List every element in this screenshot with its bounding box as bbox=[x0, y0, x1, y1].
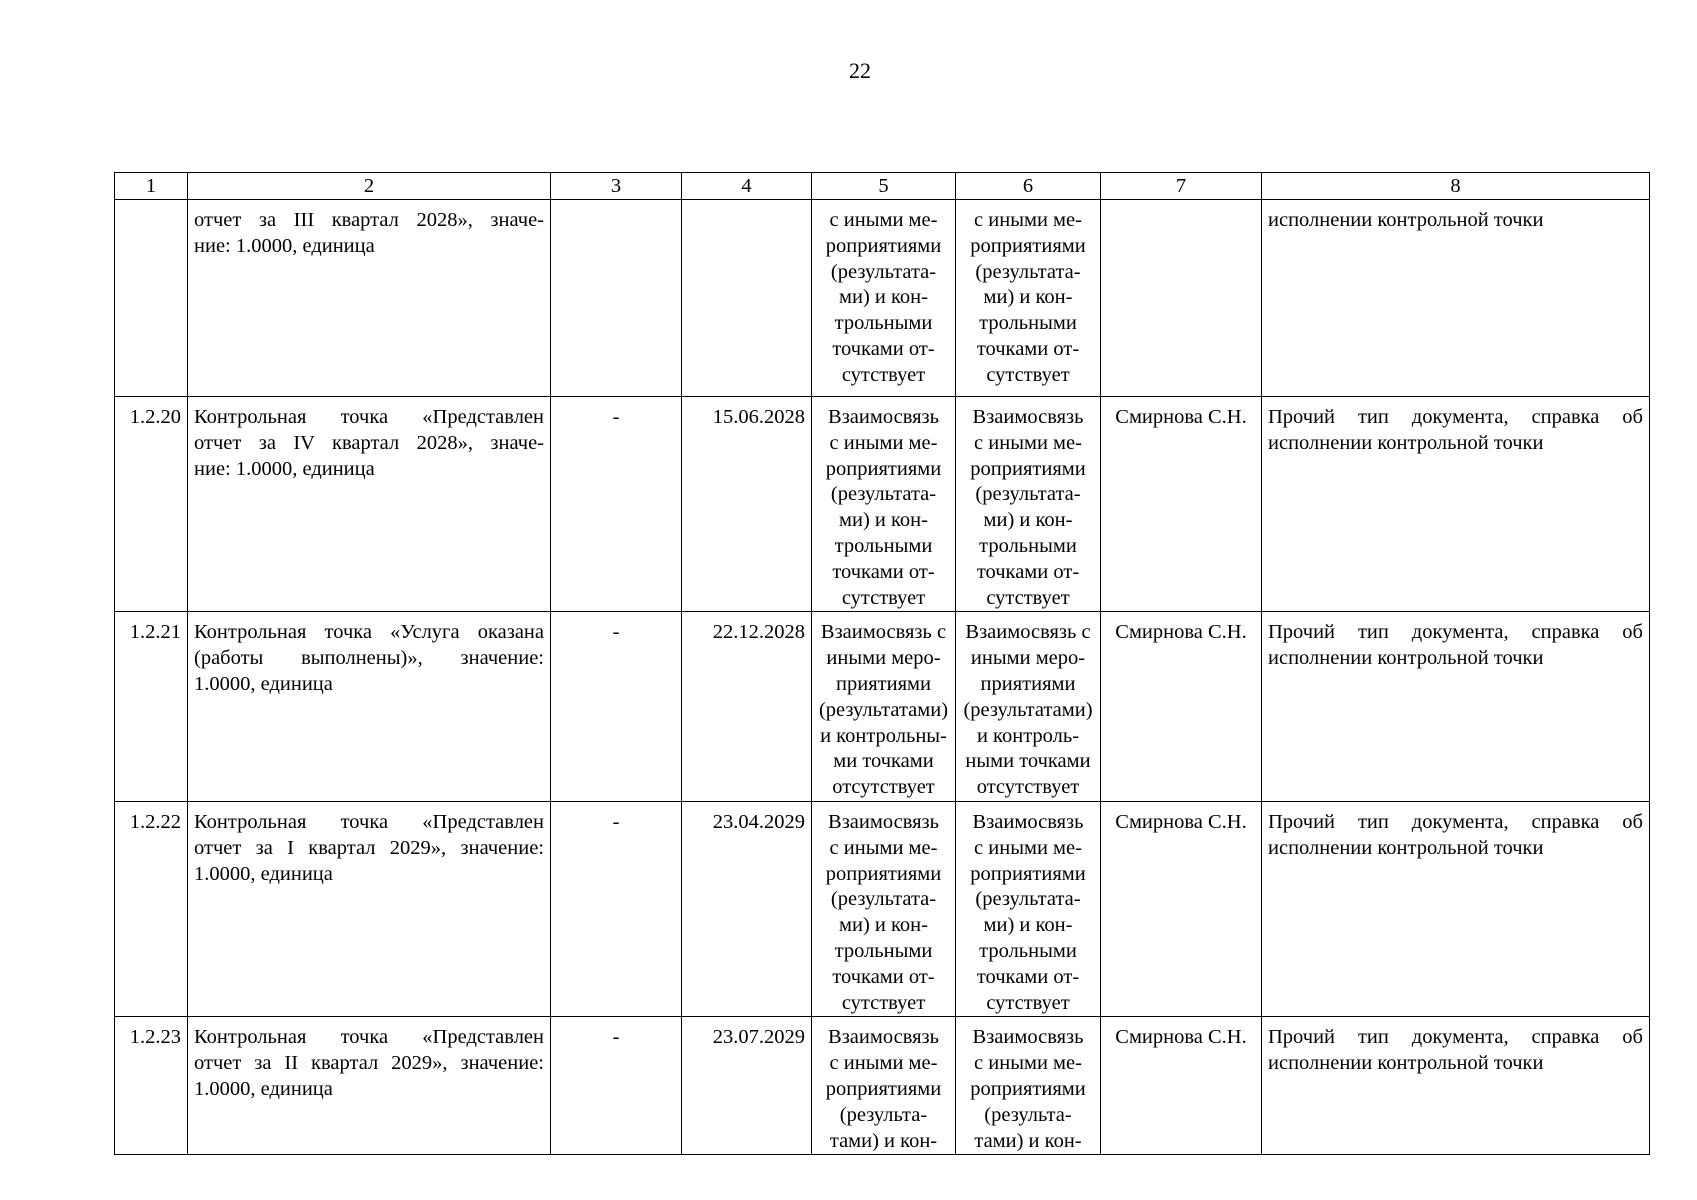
relationship-note-line: с иными ме- bbox=[829, 1052, 938, 1075]
measure-description-line: отчет за I квартал 2029», значение: bbox=[194, 836, 544, 859]
relationship-note-line: точками от- bbox=[832, 337, 935, 360]
relationship-note-line: (результата- bbox=[830, 483, 937, 506]
deadline-date: 15.06.2028 bbox=[682, 397, 812, 612]
row-number bbox=[115, 200, 188, 397]
relationship-note-line: с иными ме- bbox=[974, 1052, 1082, 1075]
header-cell: 8 bbox=[1262, 173, 1650, 200]
measure-description-line: ние: 1.0000, единица bbox=[194, 457, 375, 480]
document-type-line: Прочий тип документа, справка об bbox=[1268, 810, 1643, 833]
deadline-date bbox=[682, 200, 812, 397]
relationship-note bbox=[812, 612, 956, 802]
header-cell: 4 bbox=[682, 173, 812, 200]
column-3-value: - bbox=[551, 801, 682, 1016]
document-type bbox=[1262, 200, 1650, 397]
relationship-note bbox=[956, 397, 1101, 612]
relationship-note-line: точками от- bbox=[976, 560, 1080, 583]
relationship-note bbox=[812, 397, 956, 612]
page-number: 22 bbox=[849, 58, 871, 83]
column-3-value bbox=[551, 200, 682, 397]
relationship-note-line: отсутствует bbox=[832, 776, 935, 799]
relationship-note-line: роприятиями bbox=[825, 1077, 942, 1100]
header-cell: 3 bbox=[551, 173, 682, 200]
relationship-note-line: ми) и кон- bbox=[839, 509, 928, 532]
relationship-note bbox=[956, 200, 1101, 397]
relationship-note-line: трольными bbox=[834, 939, 933, 962]
relationship-note-line: с иными ме- bbox=[974, 836, 1082, 859]
relationship-note-line: ми) и кон- bbox=[983, 509, 1073, 532]
table-header-row bbox=[115, 173, 1650, 200]
relationship-note-line: (результа- bbox=[984, 1103, 1072, 1126]
document-type-line: исполнении контрольной точки bbox=[1268, 647, 1544, 670]
measure-description-line: 1.0000, единица bbox=[194, 1077, 333, 1100]
deadline-date: 22.12.2028 bbox=[682, 612, 812, 802]
relationship-note-line: тами) и кон- bbox=[829, 1129, 938, 1152]
relationship-note-line: Взаимосвязь bbox=[972, 406, 1084, 428]
document-type bbox=[1262, 612, 1650, 802]
relationship-note-line: точками от- bbox=[976, 965, 1080, 988]
header-cell: 1 bbox=[115, 173, 188, 200]
relationship-note-line: (результата- bbox=[975, 483, 1081, 506]
relationship-note-line: роприятиями bbox=[970, 1077, 1086, 1100]
relationship-note-line: с иными ме- bbox=[974, 431, 1082, 454]
relationship-note-line: трольными bbox=[979, 312, 1077, 335]
relationship-note-line: Взаимосвязь bbox=[828, 406, 939, 428]
measure-description-line: Контрольная точка «Представлен bbox=[194, 810, 544, 833]
responsible-person: Смирнова С.Н. bbox=[1101, 1017, 1262, 1155]
relationship-note-line: трольными bbox=[979, 534, 1077, 557]
relationship-note-line: сутствует bbox=[841, 991, 926, 1014]
relationship-note-line: точками от- bbox=[832, 965, 935, 988]
relationship-note-line: ными точками bbox=[965, 750, 1091, 773]
column-3-value: - bbox=[551, 397, 682, 612]
responsible-person: Смирнова С.Н. bbox=[1101, 397, 1262, 612]
relationship-note-line: Взаимосвязь bbox=[972, 810, 1084, 833]
measure-description-line: 1.0000, единица bbox=[194, 862, 333, 885]
relationship-note-line: сутствует bbox=[986, 363, 1070, 386]
measure-description-line: отчет за III квартал 2028», значе- bbox=[194, 209, 544, 231]
relationship-note-line: роприятиями bbox=[825, 234, 942, 257]
measure-description-line: Контрольная точка «Представлен bbox=[194, 406, 544, 428]
document-type-line: исполнении контрольной точки bbox=[1268, 836, 1544, 859]
measure-description bbox=[188, 1017, 551, 1155]
relationship-note-line: Взаимосвязь bbox=[828, 810, 939, 833]
responsible-person: Смирнова С.Н. bbox=[1101, 801, 1262, 1016]
relationship-note-line: Взаимосвязь с bbox=[965, 621, 1091, 644]
relationship-note-line: (результата- bbox=[830, 260, 937, 283]
document-type-line: Прочий тип документа, справка об bbox=[1268, 406, 1643, 428]
measure-description-line: отчет за II квартал 2029», значение: bbox=[194, 1052, 544, 1075]
relationship-note-line: роприятиями bbox=[970, 457, 1086, 480]
relationship-note-line: роприятиями bbox=[970, 862, 1086, 885]
relationship-note-line: трольными bbox=[834, 534, 933, 557]
table-row bbox=[115, 397, 1650, 612]
relationship-note-line: трольными bbox=[979, 939, 1077, 962]
measure-description bbox=[188, 612, 551, 802]
deadline-date: 23.04.2029 bbox=[682, 801, 812, 1016]
measure-description-line: (работы выполнены)», значение: bbox=[194, 647, 544, 670]
document-type bbox=[1262, 397, 1650, 612]
relationship-note bbox=[956, 612, 1101, 802]
relationship-note-line: (результата- bbox=[830, 888, 937, 911]
row-number: 1.2.21 bbox=[115, 612, 188, 802]
relationship-note-line: иными меро- bbox=[970, 647, 1086, 670]
relationship-note-line: Взаимосвязь bbox=[972, 1026, 1084, 1049]
relationship-note-line: сутствует bbox=[841, 363, 926, 386]
table-row bbox=[115, 200, 1650, 397]
column-3-value: - bbox=[551, 1017, 682, 1155]
relationship-note-line: точками от- bbox=[976, 337, 1080, 360]
table-row bbox=[115, 801, 1650, 1016]
document-type-line: исполнении контрольной точки bbox=[1268, 1052, 1544, 1075]
header-cell: 2 bbox=[188, 173, 551, 200]
measure-description-line: 1.0000, единица bbox=[194, 672, 333, 695]
relationship-note-line: сутствует bbox=[986, 991, 1070, 1014]
row-number: 1.2.22 bbox=[115, 801, 188, 1016]
document-type-line: исполнении контрольной точки bbox=[1268, 209, 1544, 231]
relationship-note-line: и контроль- bbox=[976, 724, 1080, 747]
relationship-note-line: (результата- bbox=[975, 888, 1081, 911]
relationship-note-line: и контрольны- bbox=[820, 724, 947, 747]
measure-description-line: ние: 1.0000, единица bbox=[194, 234, 375, 257]
relationship-note-line: ми) и кон- bbox=[983, 914, 1073, 937]
document-type bbox=[1262, 1017, 1650, 1155]
relationship-note-line: трольными bbox=[834, 312, 933, 335]
relationship-note-line: с иными ме- bbox=[974, 209, 1082, 231]
relationship-note bbox=[812, 801, 956, 1016]
relationship-note-line: отсутствует bbox=[976, 776, 1080, 799]
relationship-note-line: ми) и кон- bbox=[983, 286, 1073, 309]
responsible-person: Смирнова С.Н. bbox=[1101, 612, 1262, 802]
relationship-note-line: Взаимосвязь bbox=[828, 1026, 939, 1049]
relationship-note-line: (результатами) bbox=[818, 698, 949, 721]
relationship-note bbox=[812, 200, 956, 397]
measure-description bbox=[188, 200, 551, 397]
measures-table bbox=[114, 172, 1650, 1155]
relationship-note-line: тами) и кон- bbox=[974, 1129, 1082, 1152]
relationship-note-line: роприятиями bbox=[825, 457, 942, 480]
relationship-note-line: приятиями bbox=[836, 672, 931, 695]
row-number: 1.2.23 bbox=[115, 1017, 188, 1155]
measure-description bbox=[188, 801, 551, 1016]
relationship-note-line: приятиями bbox=[980, 672, 1076, 695]
table-row bbox=[115, 612, 1650, 802]
header-cell: 7 bbox=[1101, 173, 1262, 200]
relationship-note-line: роприятиями bbox=[825, 862, 942, 885]
measure-description-line: Контрольная точка «Услуга оказана bbox=[194, 621, 544, 644]
relationship-note-line: точками от- bbox=[832, 560, 935, 583]
relationship-note bbox=[956, 1017, 1101, 1155]
relationship-note-line: (результа- bbox=[839, 1103, 928, 1126]
relationship-note bbox=[812, 1017, 956, 1155]
relationship-note-line: Взаимосвязь с bbox=[820, 621, 947, 644]
responsible-person bbox=[1101, 200, 1262, 397]
relationship-note-line: сутствует bbox=[986, 586, 1070, 609]
relationship-note-line: ми) и кон- bbox=[839, 914, 928, 937]
relationship-note-line: сутствует bbox=[841, 586, 926, 609]
document-type-line: Прочий тип документа, справка об bbox=[1268, 1026, 1643, 1049]
relationship-note-line: (результатами) bbox=[963, 698, 1093, 721]
document-type-line: Прочий тип документа, справка об bbox=[1268, 621, 1643, 644]
relationship-note-line: иными меро- bbox=[826, 647, 941, 670]
column-3-value: - bbox=[551, 612, 682, 802]
measure-description bbox=[188, 397, 551, 612]
relationship-note bbox=[956, 801, 1101, 1016]
relationship-note-line: с иными ме- bbox=[829, 209, 938, 231]
document-type bbox=[1262, 801, 1650, 1016]
deadline-date: 23.07.2029 bbox=[682, 1017, 812, 1155]
relationship-note-line: (результата- bbox=[975, 260, 1081, 283]
measure-description-line: Контрольная точка «Представлен bbox=[194, 1026, 544, 1049]
document-type-line: исполнении контрольной точки bbox=[1268, 431, 1544, 454]
table-row bbox=[115, 1017, 1650, 1155]
relationship-note-line: роприятиями bbox=[970, 234, 1086, 257]
row-number: 1.2.20 bbox=[115, 397, 188, 612]
relationship-note-line: ми точками bbox=[833, 750, 934, 773]
header-cell: 5 bbox=[812, 173, 956, 200]
measure-description-line: отчет за IV квартал 2028», значе- bbox=[194, 431, 544, 454]
relationship-note-line: ми) и кон- bbox=[839, 286, 928, 309]
relationship-note-line: с иными ме- bbox=[829, 431, 938, 454]
header-cell: 6 bbox=[956, 173, 1101, 200]
relationship-note-line: с иными ме- bbox=[829, 836, 938, 859]
